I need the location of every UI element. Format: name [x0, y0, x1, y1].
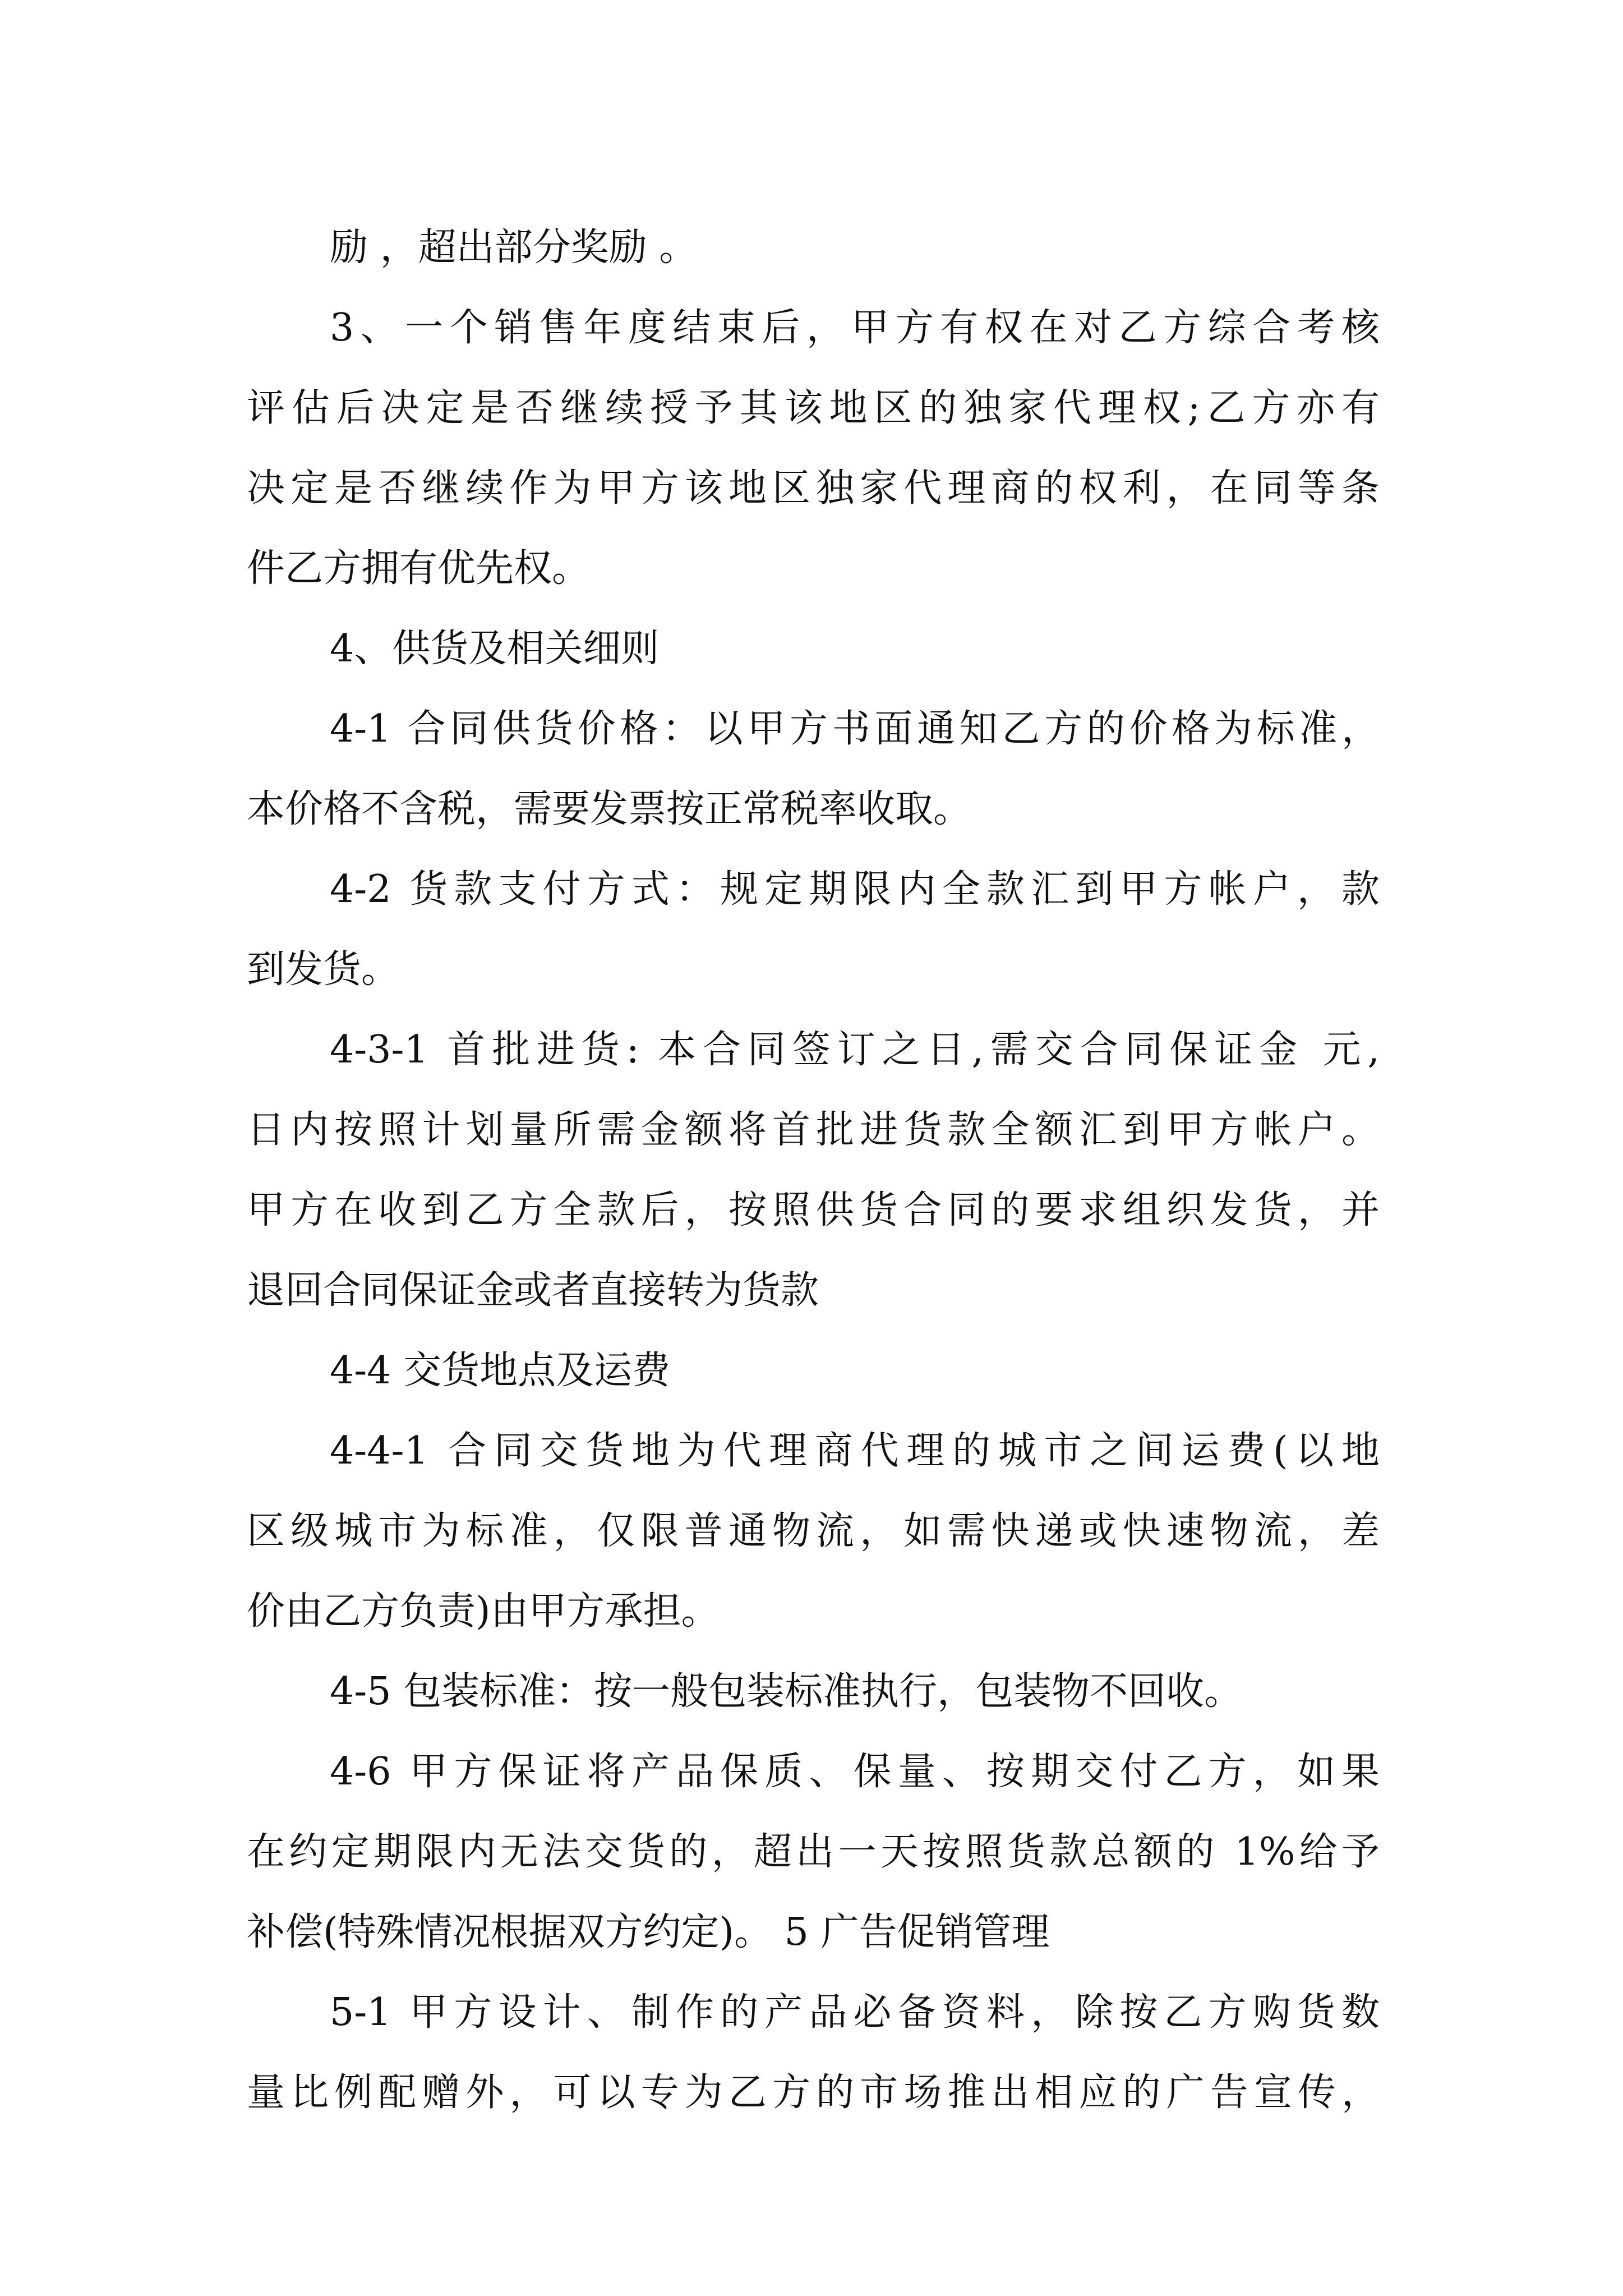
text-line: 到发货。: [247, 947, 400, 992]
text-line: 励 ，超出部分奖励 。: [330, 226, 698, 270]
text-line: 补偿(特殊情况根据双方约定)。 5 广告促销管理: [247, 1910, 1050, 1954]
document-body: [247, 208, 1380, 2133]
text-line: 价由乙方负责)由甲方承担。: [247, 1589, 720, 1634]
text-line: 决定是否继续作为甲方该地区独家代理商的权利，在同等条: [247, 466, 1380, 510]
text-line: 4、供货及相关细则: [330, 627, 660, 671]
text-line: 3、一个销售年度结束后，甲方有权在对乙方综合考核: [330, 306, 1380, 350]
text-line: 4-1 合同供货价格：以甲方书面通知乙方的价格为标准，: [330, 707, 1380, 751]
text-line: 量比例配赠外，可以专为乙方的市场推出相应的广告宣传，: [247, 2070, 1380, 2115]
text-line: 日内按照计划量所需金额将首批进货款全额汇到甲方帐户。: [247, 1108, 1380, 1152]
text-line: 件乙方拥有优先权。: [247, 546, 591, 591]
text-line: 4-4 交货地点及运费: [330, 1349, 671, 1393]
text-line: 4-6 甲方保证将产品保质、保量、按期交付乙方，如果: [330, 1750, 1380, 1794]
text-line: 甲方在收到乙方全款后，按照供货合同的要求组织发货，并: [247, 1188, 1380, 1232]
text-line: 4-2 货款支付方式：规定期限内全款汇到甲方帐户，款: [330, 867, 1380, 912]
text-line: 退回合同保证金或者直接转为货款: [247, 1268, 819, 1313]
text-line: 区级城市为标准，仅限普通物流，如需快递或快速物流，差: [247, 1509, 1380, 1553]
text-line: 本价格不含税，需要发票按正常税率收取。: [247, 787, 972, 831]
text-line: 评估后决定是否继续授予其该地区的独家代理权;乙方亦有: [247, 386, 1380, 430]
text-line: 4-5 包装标准：按一般包装标准执行，包装物不回收。: [330, 1669, 1243, 1714]
text-line: 5-1 甲方设计、制作的产品必备资料，除按乙方购货数: [330, 1990, 1380, 2035]
text-line: 4-4-1 合同交货地为代理商代理的城市之间运费(以地: [330, 1429, 1380, 1473]
text-line: 在约定期限内无法交货的，超出一天按照货款总额的 1%给予: [247, 1830, 1380, 1874]
text-line: 4-3-1 首批进货: 本合同签订之日,需交合同保证金 元,: [330, 1028, 1380, 1072]
